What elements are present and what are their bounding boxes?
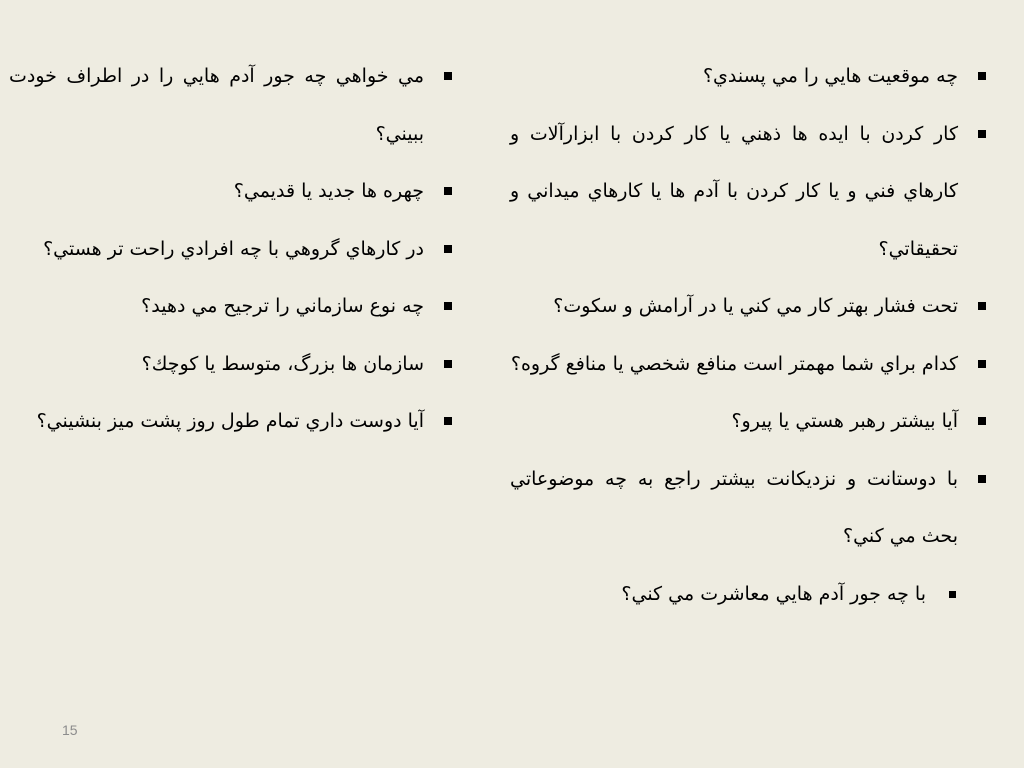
slide-number: 15 (62, 722, 78, 738)
list-item-text: چه موقعيت هايي را مي پسندي؟ (702, 65, 958, 87)
square-bullet-icon (978, 302, 986, 310)
list-item (510, 336, 988, 394)
list-item-text: کار کردن با ايده ها ذهني يا کار کردن با ابزارآلات و کارهاي فني و يا کار کردن با آدم ها يا کارهاي ميداني و تحقيقاتي؟ (510, 122, 958, 260)
list-item-text: چه نوع سازماني را ترجيح مي دهيد؟ (141, 295, 424, 317)
square-bullet-icon (444, 302, 452, 310)
list-item (9, 336, 454, 394)
list-item-text: با دوستانت و نزديکانت بيشتر راجع به چه موضوعاتي بحث مي کني؟ (510, 467, 958, 547)
list-item (510, 278, 988, 336)
list-item-text: در کارهاي گروهي با چه افرادي راحت تر هستي؟ (43, 237, 424, 260)
list-item-text: تحت فشار بهتر کار مي کني يا در آرامش و سکوت؟ (553, 295, 958, 317)
square-bullet-icon (978, 72, 986, 80)
list-item-text: آيا دوست داري تمام طول روز پشت ميز بنشيني؟ (36, 410, 424, 432)
list-item-text: مي خواهي چه جور آدم هايي را در اطراف خودت ببيني؟ (9, 65, 424, 145)
square-bullet-icon (444, 245, 452, 253)
square-bullet-icon (444, 187, 452, 195)
square-bullet-icon (978, 130, 986, 138)
list-item (9, 48, 454, 163)
left-bullet-list (9, 48, 454, 451)
sub-list-item (510, 566, 958, 624)
square-bullet-icon (949, 591, 956, 598)
list-item (510, 106, 988, 279)
list-item-text: آيا بيشتر رهبر هستي يا پيرو؟ (731, 410, 958, 432)
list-item (510, 48, 988, 106)
list-item (9, 163, 454, 221)
list-item (510, 451, 988, 566)
list-item-text: با چه جور آدم هايي معاشرت مي کني؟ (621, 582, 926, 605)
list-item-text: سازمان ها بزرگ، متوسط يا کوچك؟ (141, 352, 424, 375)
square-bullet-icon (978, 475, 986, 483)
list-item-text: چهره ها جديد يا قديمي؟ (233, 180, 424, 202)
list-item (9, 278, 454, 336)
square-bullet-icon (444, 417, 452, 425)
square-bullet-icon (978, 360, 986, 368)
square-bullet-icon (978, 417, 986, 425)
list-item (510, 393, 988, 451)
square-bullet-icon (444, 72, 452, 80)
list-item-text: کدام براي شما مهمتر است منافع شخصي يا منافع گروه؟ (510, 352, 958, 375)
list-item (9, 221, 454, 279)
square-bullet-icon (444, 360, 452, 368)
right-bullet-list (510, 48, 988, 623)
list-item (9, 393, 454, 451)
